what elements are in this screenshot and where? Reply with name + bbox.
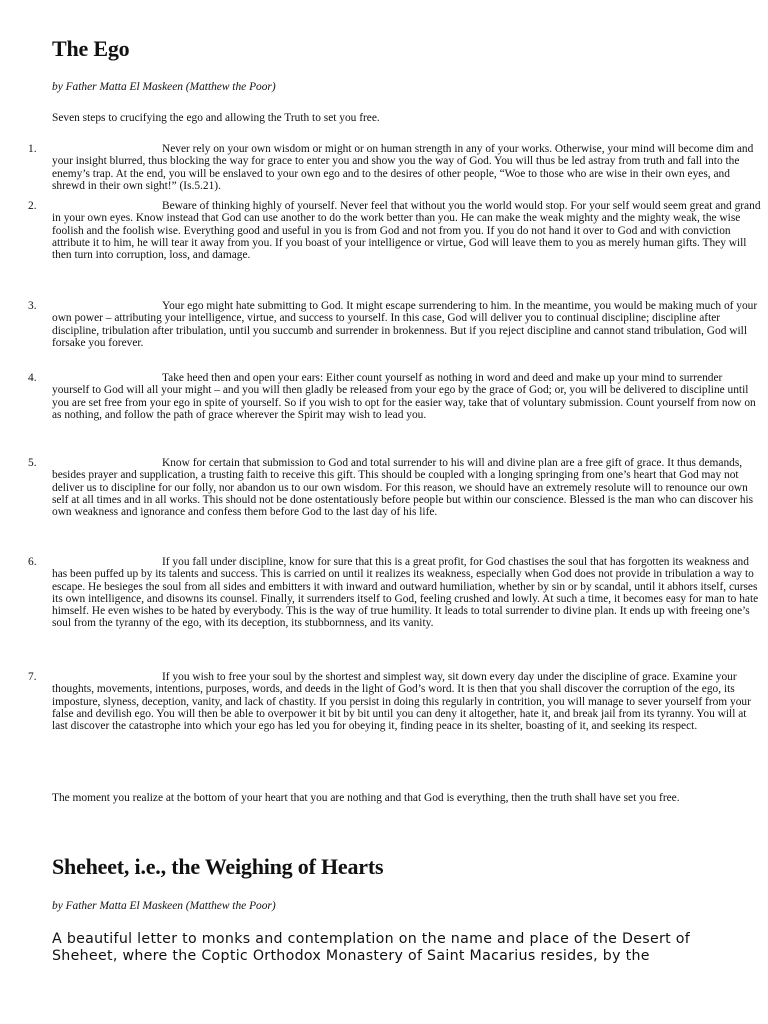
intro-ego: Seven steps to crucifying the ego and allowing the Truth to set you free.	[52, 112, 380, 124]
item-text: If you wish to free your soul by the shortest and simplest way, sit down every day under the discipline of grace. Examine your thoughts, movements, intentions, purposes, words, and deeds in the light of God’s word. It is then that you shall discover the corruption of the ego, its imposture, slyness, deception, vanity, and lack of chastity. If you persist in doing this regularly in contrition, you will manage to sever yourself from your false and devilish ego. You will then be able to overpower it bit by bit until you can deny it altogether, hate it, and break jail from its tyranny. You will at last discover the catastrophe into which your ego has led you for obeying it, finding peace in its shelter, boasting of it, and seeking its respect.	[52, 671, 751, 733]
item-number: 4.	[28, 372, 37, 384]
item-text: Beware of thinking highly of yourself. Never feel that without you the world would stop. For your self would seem great and grand in your own eyes. Know instead that God can use another to do the work better than you. He can make the weak mighty and the mighty weak, the wise foolish and the foolish wise. Everything good and useful in you is from God and not from you. If you do not hand it over to God and with conviction attribute it to him, he will tear it away from you. If you boast of your intelligence or virtue, God will leave them to you as merely human gifts. They will then turn into corruption, loss, and damage.	[52, 200, 761, 262]
item-number: 3.	[28, 300, 37, 312]
byline-ego: by Father Matta El Maskeen (Matthew the Poor)	[52, 81, 276, 93]
closing-paragraph: The moment you realize at the bottom of your heart that you are nothing and that God is everything, then the truth shall have set you free.	[52, 792, 680, 804]
item-number: 5.	[28, 457, 37, 469]
byline-sheheet: by Father Matta El Maskeen (Matthew the Poor)	[52, 900, 276, 912]
item-text: Your ego might hate submitting to God. It might escape surrendering to him. In the meantime, you would be making much of your own power – attributing your intelligence, virtue, and success to yourself. In this case, God will deliver you to continual discipline; discipline after discipline, tribulation after tribulation, until you succumb and surrender in brokenness. But if you reject discipline and cannot stand tribulation, God will forsake you forever.	[52, 300, 758, 349]
intro-sheheet: A beautiful letter to monks and contemplation on the name and place of the Desert of Sheheet, where the Coptic Orthodox Monastery of Saint Macarius resides, by the	[52, 931, 691, 964]
item-text: Take heed then and open your ears: Either count yourself as nothing in word and deed and make up your mind to surrender yourself to God will all your might – and you will then gladly be released from your ego by the grace of God; or, you will be delivered to discipline until you are set free from your ego in spite of yourself. So if you wish to opt for the easier way, take that of voluntary submission. Count yourself from now on as nothing, and follow the path of grace wherever the Spirit may wish to lead you.	[52, 372, 756, 421]
item-text: Never rely on your own wisdom or might or on human strength in any of your works. Otherwise, your mind will become dim and your insight blurred, thus blocking the way for grace to enter you and show you the way of God. You will thus be led astray from truth and fall into the enemy’s trap. At the end, you will be enslaved to your own ego and to the desires of other people, “Woe to those who are wise in their own eyes, and shrewd in their own sight!” (Is.5.21).	[52, 143, 754, 192]
item-text: Know for certain that submission to God and total surrender to his will and divine plan are a free gift of grace. It thus demands, besides prayer and supplication, a trusting faith to receive this gift. This should be coupled with a longing springing from one’s heart that God may not deliver us to discipline for our folly, nor abandon us to our own wisdom. For this reason, we should have an extremely resolute will to renounce our own self at all times and in all works. This should not be done ostentatiously before people but within our conscience. Blessed is the man who can discover his own weakness and ignorance and confess them before God to the last day of his life.	[52, 457, 754, 519]
item-number: 7.	[28, 671, 37, 683]
section-title-ego: The Ego	[52, 36, 130, 61]
item-number: 1.	[28, 143, 37, 155]
section-title-sheheet: Sheheet, i.e., the Weighing of Hearts	[52, 854, 384, 879]
item-text: If you fall under discipline, know for sure that this is a great profit, for God chastises the soul that has forgotten its weakness and has been puffed up by its talents and success. This is carried on until it realizes its weakness, especially when God does not provide in tribulation a way to escape. He besieges the soul from all sides and embitters it with inward and outward humiliation, whether by sin or by scandal, until it abhors itself, curses its own intelligence, and disowns its counsel. Finally, it surrenders itself to God, feeling crushed and lowly. At such a time, it becomes easy for man to hate himself. He even wishes to be hated by everybody. This is the way of true humility. It leads to total surrender to divine plan. It ends up with freeing one’s soul from the tyranny of the ego, with its deception, its stubbornness, and its vanity.	[52, 556, 759, 630]
item-number: 2.	[28, 200, 37, 212]
item-number: 6.	[28, 556, 37, 568]
